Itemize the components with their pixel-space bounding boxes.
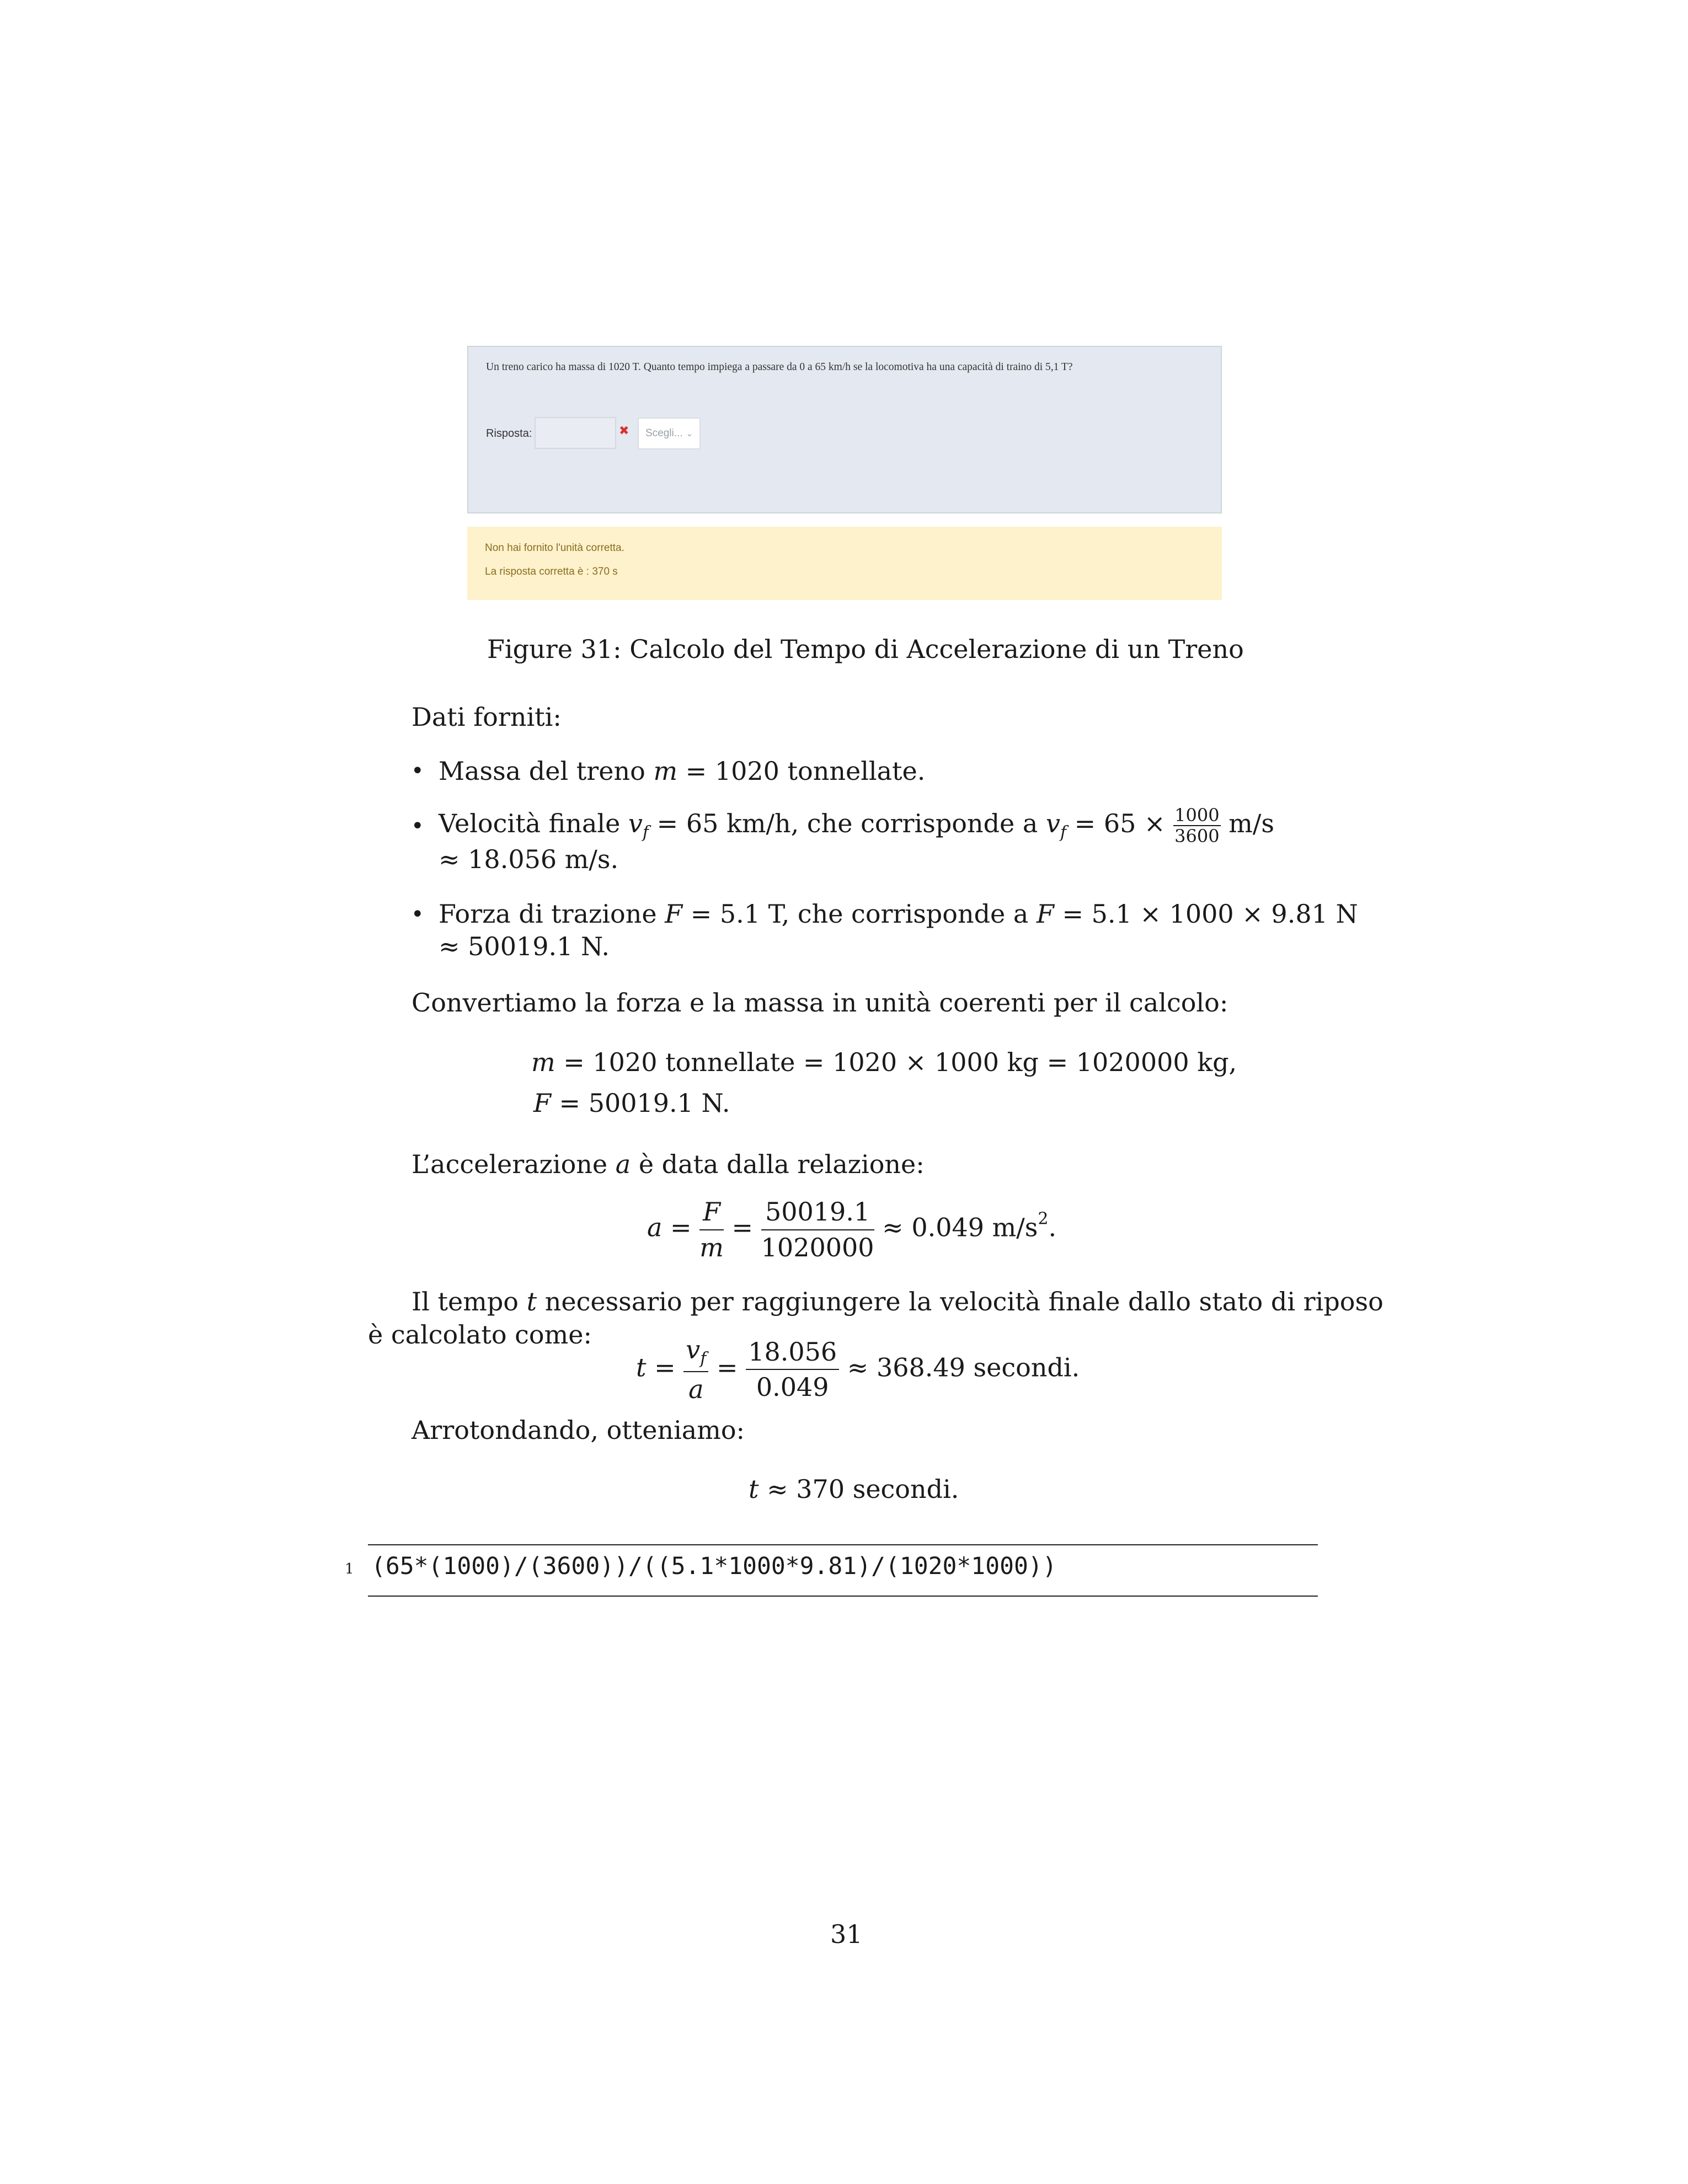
unit-select[interactable] <box>638 417 701 449</box>
code-line: (65*(1000)/(3600))/((5.1*1000*9.81)/(1020*1000)) <box>371 1553 1057 1580</box>
time-intro-line1: Il tempo t necessario per raggiungere la velocità finale dallo stato di riposo <box>412 1287 1383 1316</box>
convert-intro: Convertiamo la forza e la massa in unità coerenti per il calcolo: <box>412 988 1228 1018</box>
equation-final: t ≈ 370 secondi. <box>749 1474 959 1504</box>
code-bottom-rule <box>368 1596 1318 1597</box>
chevron-down-icon: ⌄ <box>686 429 693 438</box>
feedback-panel <box>467 527 1222 600</box>
unit-select-placeholder: Scegli... <box>645 427 683 439</box>
bullet-force: Forza di trazione F = 5.1 T, che corrisponde a F = 5.1 × 1000 × 9.81 N <box>439 899 1358 929</box>
rounding-text: Arrotondando, otteniamo: <box>412 1415 745 1445</box>
answer-label: Risposta: <box>486 427 532 440</box>
equation-force: F = 50019.1 N. <box>533 1088 730 1118</box>
bullet-mass: Massa del treno m = 1020 tonnellate. <box>439 756 926 786</box>
equation-acceleration: a = $\frac{F}{m}$ = $\frac{50019.1}{1020000}$ ≈ 0.049 $m/s^2$. <box>647 1197 1057 1262</box>
equation-time: t = $\frac{v_f}{a}$ = $\frac{18.056}{0.049}$ ≈ 368.49 secondi. <box>636 1335 1080 1404</box>
bullet-velocity: Velocità finale $v_f = 65$ km/h, che corrisponde a $v_f = 65$ × $\frac{1000}{3600}$ m/s <box>439 805 1274 847</box>
acceleration-intro: L’accelerazione a è data dalla relazione: <box>412 1149 925 1179</box>
page-number: 31 <box>830 1919 863 1949</box>
wrong-answer-icon: ✖ <box>619 424 629 438</box>
quiz-question: Un treno carico ha massa di 1020 T. Quanto tempo impiega a passare da 0 a 65 km/h se la locomotiva ha una capacità di traino di 5,1 T? <box>486 361 1073 373</box>
bullet-icon: • <box>411 902 424 927</box>
equation-mass: m = 1020 tonnellate = 1020 × 1000 kg = 1020000 kg, <box>531 1047 1237 1077</box>
bullet-velocity-line2: ≈ 18.056 m/s. <box>439 844 619 874</box>
code-top-rule <box>368 1544 1318 1545</box>
quiz-panel <box>467 346 1222 513</box>
feedback-correct-answer: La risposta corretta è : 370 s <box>485 566 618 577</box>
code-line-number: 1 <box>345 1561 354 1577</box>
feedback-unit-message: Non hai fornito l'unità corretta. <box>485 542 624 554</box>
dati-heading: Dati forniti: <box>412 702 562 732</box>
bullet-icon: • <box>411 758 424 784</box>
answer-input[interactable] <box>535 417 616 449</box>
time-intro-line2: è calcolato come: <box>368 1320 592 1350</box>
figure-caption: Figure 31: Calcolo del Tempo di Accelerazione di un Treno <box>487 634 1244 664</box>
bullet-force-line2: ≈ 50019.1 N. <box>439 932 610 961</box>
bullet-icon: • <box>411 813 424 839</box>
